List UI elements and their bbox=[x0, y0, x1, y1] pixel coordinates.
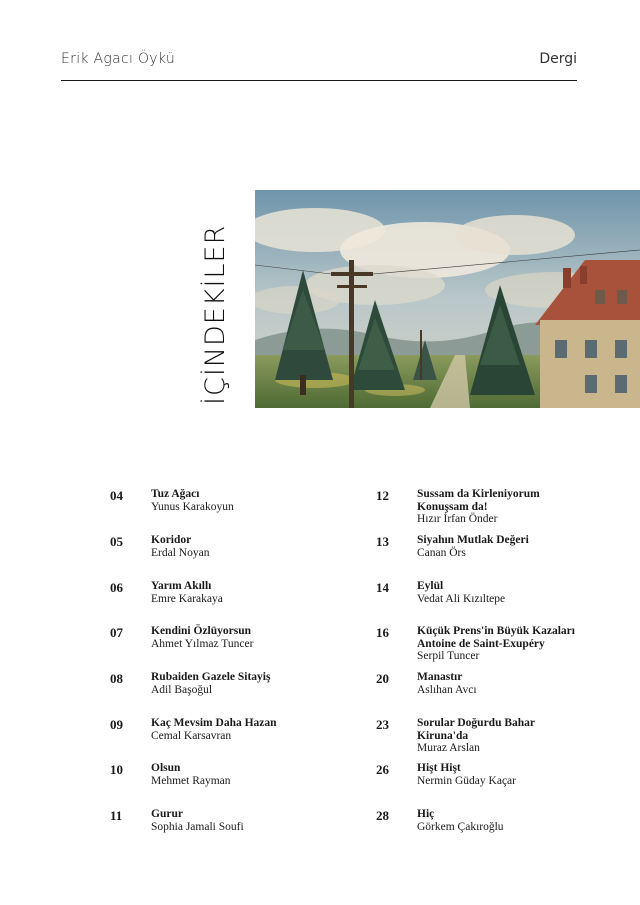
toc-author: Mehmet Rayman bbox=[151, 774, 231, 787]
toc-title: Siyahın Mutlak Değeri bbox=[417, 534, 529, 546]
toc-author: Vedat Ali Kızıltepe bbox=[417, 592, 506, 605]
toc-title: Küçük Prens'in Büyük Kazaları Antoine de Saint-Exupéry bbox=[417, 625, 575, 650]
toc-page-number: 13 bbox=[376, 534, 389, 549]
toc-author: Sophia Jamali Soufi bbox=[151, 820, 244, 833]
toc-page-number: 06 bbox=[110, 580, 123, 595]
toc-author: Erdal Noyan bbox=[151, 546, 210, 559]
magazine-name: Erik Agacı Öykü bbox=[61, 51, 175, 67]
toc-title: Olsun bbox=[151, 762, 181, 774]
cover-painting bbox=[255, 190, 640, 408]
toc-page-number: 12 bbox=[376, 488, 389, 503]
toc-author: Aslıhan Avcı bbox=[417, 683, 477, 696]
toc-title: Hiç bbox=[417, 808, 435, 820]
toc-page-number: 08 bbox=[110, 671, 123, 686]
toc-page-number: 16 bbox=[376, 625, 389, 640]
toc-title: Gurur bbox=[151, 808, 183, 820]
toc-page-number: 14 bbox=[376, 580, 389, 595]
toc-page-number: 28 bbox=[376, 808, 389, 823]
toc-title: Kendini Özlüyorsun bbox=[151, 625, 252, 637]
toc-page-number: 05 bbox=[110, 534, 123, 549]
toc-title: Yarım Akıllı bbox=[151, 580, 212, 592]
toc-author: Ahmet Yılmaz Tuncer bbox=[151, 637, 254, 650]
toc-author: Görkem Çakıroğlu bbox=[417, 820, 504, 833]
toc-page-number: 20 bbox=[376, 671, 389, 686]
toc-page-number: 11 bbox=[110, 808, 123, 823]
toc-title: Tuz Ağacı bbox=[151, 488, 200, 500]
toc-page-number: 09 bbox=[110, 717, 123, 732]
toc-page-number: 10 bbox=[110, 762, 123, 777]
toc-page-number: 23 bbox=[376, 717, 389, 732]
toc-title: Manastır bbox=[417, 671, 463, 683]
page-header bbox=[61, 48, 577, 81]
toc-author: Muraz Arslan bbox=[417, 742, 480, 754]
toc-author: Adil Başoğul bbox=[151, 683, 213, 696]
toc-author: Nermin Güday Kaçar bbox=[417, 774, 516, 787]
toc-author: Yunus Karakoyun bbox=[151, 500, 234, 513]
toc-author: Emre Karakaya bbox=[151, 592, 223, 605]
toc-author: Hızır İrfan Önder bbox=[417, 513, 498, 525]
toc-page-number: 04 bbox=[110, 488, 123, 503]
toc-page-number: 07 bbox=[110, 625, 123, 640]
toc-title: Sorular Doğurdu Bahar Kiruna'da bbox=[417, 717, 535, 742]
toc-title: Sussam da Kirleniyorum Konuşsam da! bbox=[417, 488, 540, 513]
toc-title: Koridor bbox=[151, 534, 192, 546]
toc-title: Rubaiden Gazele Sitayiş bbox=[151, 671, 271, 683]
toc-title: Eylül bbox=[417, 580, 444, 592]
toc-author: Serpil Tuncer bbox=[417, 650, 480, 662]
toc-author: Canan Örs bbox=[417, 546, 466, 559]
page-title: İÇİNDEKİLER bbox=[200, 224, 231, 405]
toc-author: Cemal Karsavran bbox=[151, 729, 232, 742]
toc-title: Kaç Mevsim Daha Hazan bbox=[151, 717, 277, 729]
toc-title: Hişt Hişt bbox=[417, 762, 461, 774]
toc-page-number: 26 bbox=[376, 762, 389, 777]
magazine-label: Dergi bbox=[539, 51, 577, 67]
